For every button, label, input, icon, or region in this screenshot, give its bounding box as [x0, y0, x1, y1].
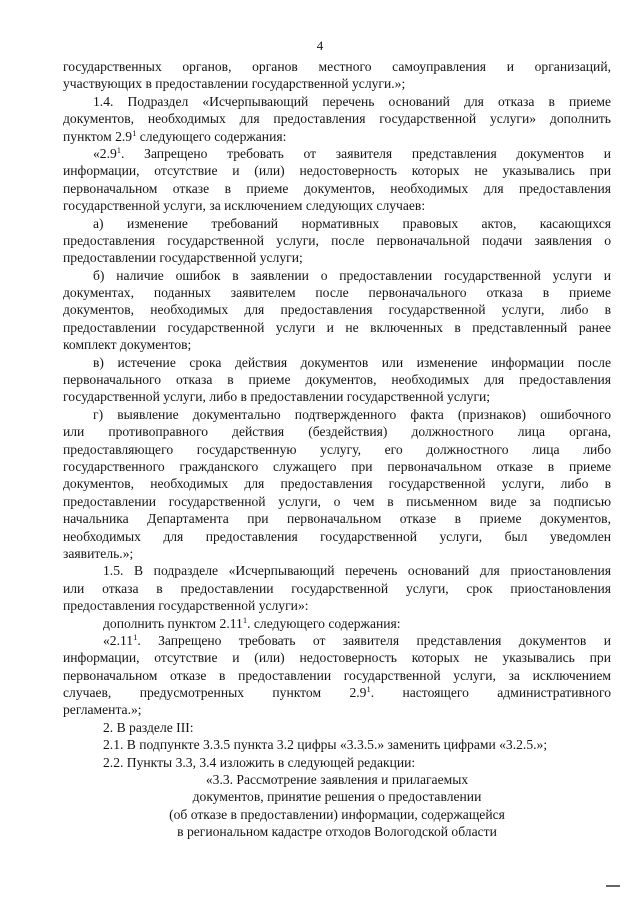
text-line — [63, 788, 611, 805]
text-line — [63, 632, 611, 649]
line-text: предоставления государственной услуги, после первоначальной подачи заявления о — [63, 232, 611, 248]
line-text-continued: . настоящего административного — [370, 685, 611, 701]
line-text: «2.9 — [93, 145, 117, 161]
text-line — [63, 388, 611, 405]
line-text: предоставлении государственной услуги; — [63, 250, 303, 266]
line-text: предоставлении государственной услуги и не включенных в представленный ранее — [63, 319, 611, 335]
superscript: 1 — [132, 127, 137, 138]
text-line — [63, 701, 611, 718]
line-text: или отказа в предоставлении государственной услуги, срок приостановления — [63, 580, 611, 596]
text-line — [63, 215, 611, 232]
line-text-continued: . Запрещено требовать от заявителя представления документов и — [121, 145, 611, 161]
text-line — [63, 301, 611, 318]
line-text: участвующих в предоставлении государственной услуги.»; — [63, 76, 406, 92]
line-text: 1.4. Подраздел «Исчерпывающий перечень оснований для отказа в приеме — [93, 93, 611, 109]
text-line — [63, 93, 611, 110]
line-text: заявитель.»; — [63, 545, 134, 561]
line-text-continued: . Запрещено требовать от заявителя представления документов и — [137, 632, 611, 648]
text-line — [63, 284, 611, 301]
text-line — [63, 110, 611, 127]
text-line — [63, 441, 611, 458]
text-line — [63, 128, 611, 145]
line-text: документов, необходимых для предоставления государственной услуги» дополнить — [63, 111, 611, 127]
line-text: регламента.»; — [63, 702, 142, 718]
text-line — [63, 667, 611, 684]
line-text: первоначальном отказе в предоставлении государственной услуги, за исключением — [63, 667, 611, 683]
line-text: документов, необходимых для предоставления государственной услуги, либо в — [63, 476, 611, 492]
line-text: комплект документов; — [63, 337, 192, 353]
page-number: 4 — [316, 38, 324, 53]
line-text: (об отказе в предоставлении) информации, содержащейся — [169, 806, 505, 822]
line-text: информации, отсутствие и (или) недостоверность которых не указывались при — [63, 163, 611, 179]
line-text: первоначального отказа в приеме документов, необходимых для предоставления — [63, 372, 611, 388]
text-line — [63, 597, 611, 614]
line-text: первоначальном отказе в приеме документов, необходимых для предоставления — [63, 180, 611, 196]
text-line — [63, 580, 611, 597]
text-line — [63, 75, 611, 92]
text-line — [63, 771, 611, 788]
superscript: 1 — [116, 144, 122, 155]
text-line — [63, 562, 611, 579]
superscript: 1 — [133, 631, 138, 642]
text-line — [63, 475, 611, 492]
document-body — [63, 58, 611, 841]
text-line — [63, 736, 611, 753]
superscript: 1 — [366, 684, 371, 695]
text-line — [63, 615, 611, 632]
line-text: а) изменение требований нормативных правовых актов, касающихся — [93, 215, 611, 231]
text-line — [63, 406, 611, 423]
line-text: в региональном кадастре отходов Вологодской области — [177, 824, 497, 840]
line-text: документов, необходимых для предоставления государственной услуги, либо в — [63, 302, 611, 318]
line-text: пунктом 2.9 — [63, 128, 133, 144]
text-line — [63, 371, 611, 388]
text-line — [63, 58, 611, 75]
text-line — [63, 754, 611, 771]
text-line — [63, 510, 611, 527]
line-text: случаев, предусмотренных пунктом 2.9 — [63, 685, 367, 701]
line-text: информации, отсутствие и (или) недостоверность которых не указывались при — [63, 650, 611, 666]
text-line — [63, 180, 611, 197]
text-line — [63, 719, 611, 736]
line-text: документов, принятие решения о предоставлении — [192, 789, 482, 805]
line-text-continued: . следующего содержания: — [247, 615, 401, 631]
text-line — [63, 354, 611, 371]
line-text: документах, поданных заявителем после первоначального отказа в приеме — [63, 285, 611, 301]
line-text: государственной услуги, за исключением следующих случаев: — [63, 198, 426, 214]
text-line — [63, 684, 611, 701]
text-line — [63, 145, 611, 162]
line-text: предоставления государственной услуги»: — [63, 598, 309, 614]
text-line — [63, 528, 611, 545]
line-text: необходимых для предоставления государственной услуги, был уведомлен — [63, 528, 611, 544]
line-text: 2.2. Пункты 3.3, 3.4 изложить в следующей редакции: — [103, 754, 416, 770]
line-text: государственного гражданского служащего при первоначальном отказе в приеме — [63, 458, 611, 474]
line-text: государственных органов, органов местного самоуправления и организаций, — [63, 59, 611, 74]
text-line — [63, 197, 611, 214]
line-text: 2. В разделе III: — [103, 719, 194, 735]
line-text: «2.11 — [103, 632, 134, 648]
line-text: 1.5. В подразделе «Исчерпывающий перечень оснований для приостановления — [103, 563, 611, 579]
scan-artifact — [606, 885, 620, 887]
text-line — [63, 806, 611, 823]
line-text: в) истечение срока действия документов или изменение информации после — [93, 354, 611, 370]
text-line — [63, 493, 611, 510]
line-text: 2.1. В подпункте 3.3.5 пункта 3.2 цифры «3.3.5.» заменить цифрами «3.2.5.»; — [103, 737, 548, 753]
text-line — [63, 458, 611, 475]
line-text: или противоправного действия (бездействия) должностного лица органа, — [63, 424, 611, 440]
text-line — [63, 249, 611, 266]
line-text: государственной услуги, либо в предоставлении государственной услуги; — [63, 389, 491, 405]
line-text: б) наличие ошибок в заявлении о предоставлении государственной услуги и — [93, 267, 611, 283]
line-text: предоставлении государственной услуги, о чем в письменном виде за подписью — [63, 493, 611, 509]
text-line — [63, 162, 611, 179]
superscript: 1 — [242, 614, 248, 625]
line-text: г) выявление документально подтвержденного факта (признаков) ошибочного — [93, 406, 611, 422]
text-line — [63, 336, 611, 353]
line-text: дополнить пунктом 2.11 — [103, 615, 243, 631]
line-text: «3.3. Рассмотрение заявления и прилагаемых — [205, 772, 469, 788]
text-line — [63, 823, 611, 840]
text-line — [63, 319, 611, 336]
text-line — [63, 232, 611, 249]
line-text-continued: следующего содержания: — [136, 128, 287, 144]
line-text: предоставляющего государственную услугу, его должностного лица либо — [63, 441, 611, 457]
text-line — [63, 649, 611, 666]
text-line — [63, 423, 611, 440]
text-line — [63, 545, 611, 562]
line-text: начальника Департамента при первоначальном отказе в приеме документов, — [63, 511, 611, 527]
text-line — [63, 267, 611, 284]
